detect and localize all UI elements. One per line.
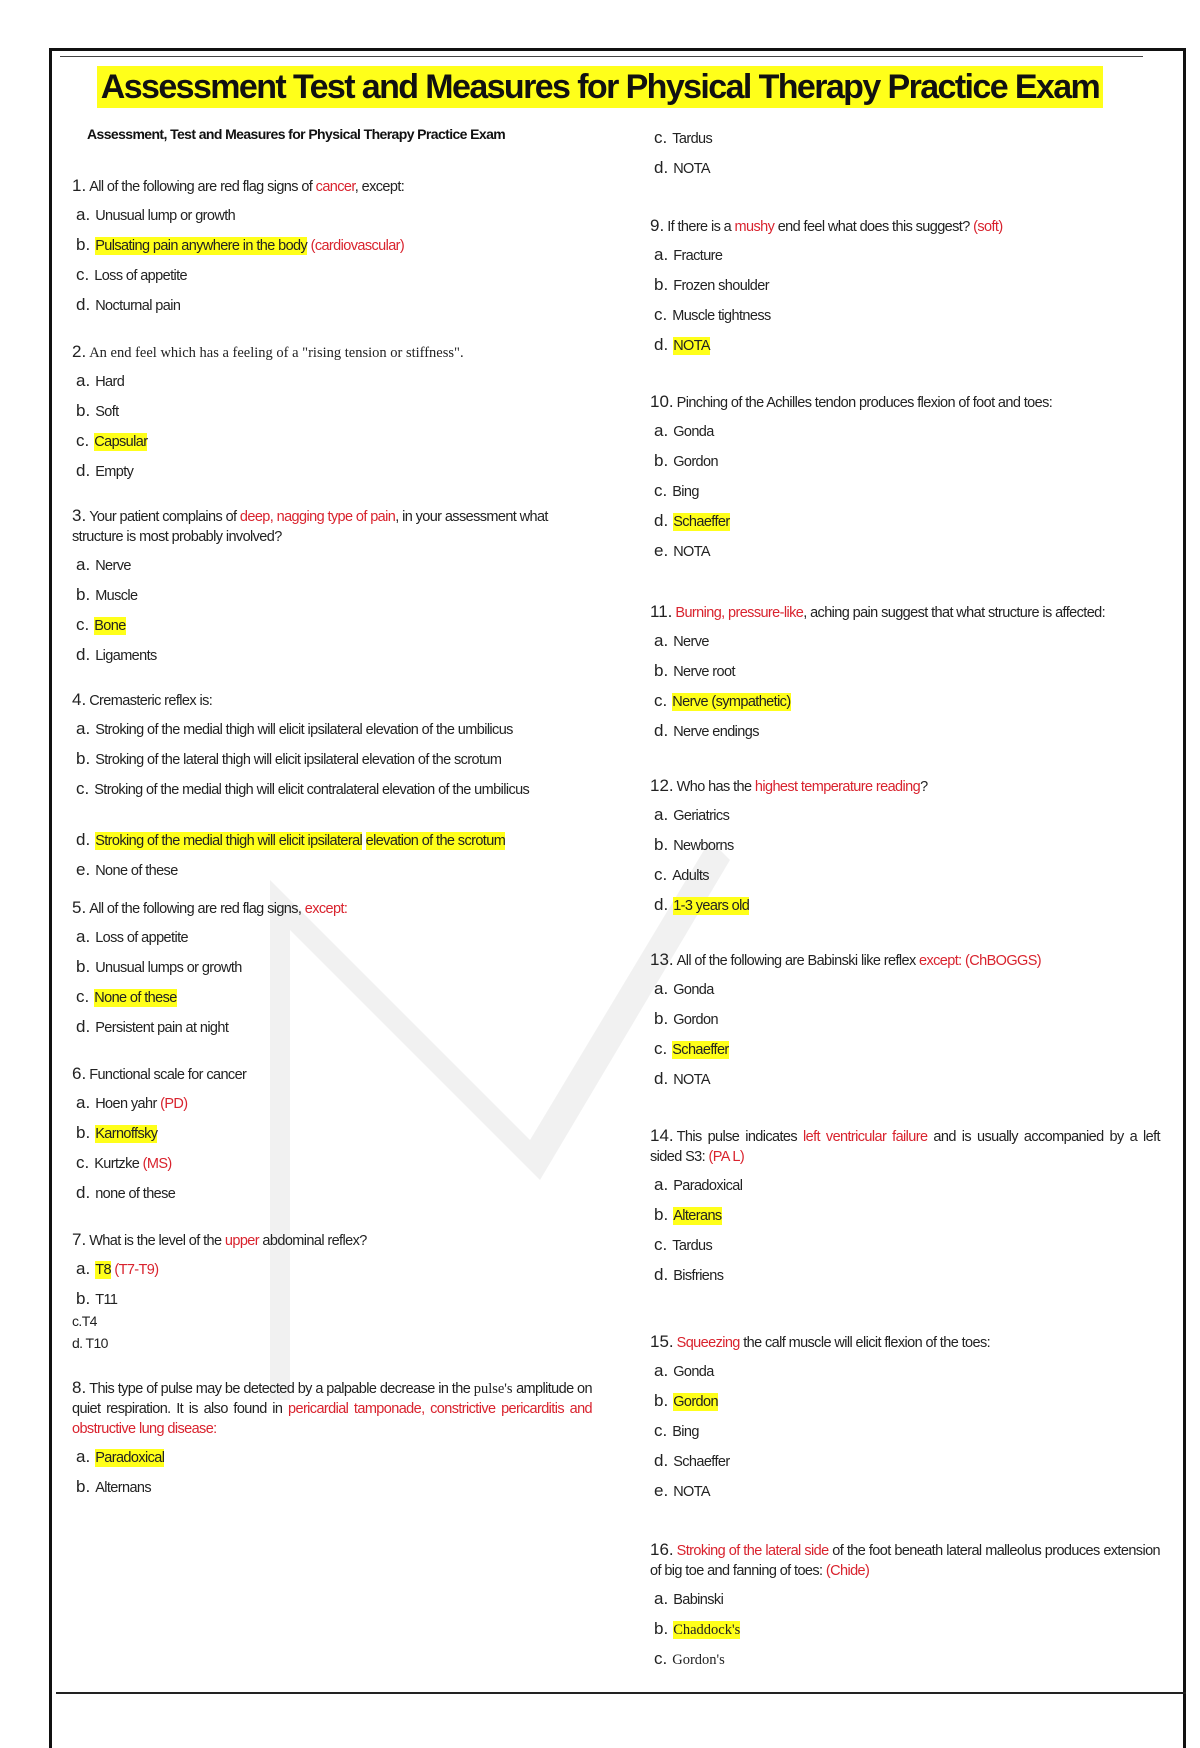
page-title-text: Assessment Test and Measures for Physical Therapy Practice Exam: [97, 66, 1103, 108]
question-number: 4.: [72, 690, 87, 709]
option-a: a. Unusual lump or growth: [76, 205, 236, 224]
option-d: d. NOTA: [654, 158, 710, 177]
highlighted-answer: Chaddock's: [673, 1622, 741, 1638]
option-b-answer: b. Pulsating pain anywhere in the body (cardiovascular): [76, 235, 405, 254]
option-b: b. Newborns: [654, 835, 734, 854]
question-text: What is the level of the: [89, 1233, 225, 1249]
question-text: Functional scale for cancer: [89, 1067, 247, 1083]
question-1: [72, 176, 592, 325]
question-number: 5.: [72, 898, 87, 917]
page-subtitle: Assessment, Test and Measures for Physical Therapy Practice Exam: [87, 126, 506, 142]
question-text-emphasis: Burning, pressure-like: [675, 605, 804, 621]
highlighted-answer: Capsular: [94, 434, 148, 450]
question-number: 3.: [72, 506, 87, 525]
option-c: c. Bing: [654, 1421, 699, 1440]
option-c: c. Tardus: [654, 1235, 713, 1254]
option-d: d. T10: [72, 1335, 108, 1351]
question-6: [72, 1064, 592, 1213]
question-text: Who has the: [676, 779, 755, 795]
option-e: e. NOTA: [654, 541, 710, 560]
question-3: [72, 506, 592, 675]
option-b-answer: b. Chaddock's: [654, 1619, 741, 1638]
option-a: a. Loss of appetite: [76, 927, 188, 946]
option-b: b. Frozen shoulder: [654, 275, 769, 294]
option-a: a. Stroking of the medial thigh will elicit ipsilateral elevation of the umbilicus: [76, 719, 513, 738]
question-text: All of the following are Babinski like reflex: [676, 953, 920, 969]
question-text: abdominal reflex?: [259, 1233, 367, 1249]
question-text: , aching pain suggest that what structure is affected:: [803, 605, 1106, 621]
option-b: b. Unusual lumps or growth: [76, 957, 242, 976]
question-number: 12.: [650, 776, 674, 795]
answer-note: (soft): [973, 219, 1003, 235]
option-c: c.T4: [72, 1313, 97, 1329]
option-d: d. Nerve endings: [654, 721, 759, 740]
highlighted-answer: 1-3 years old: [673, 898, 750, 914]
answer-note: (Chide): [825, 1563, 870, 1579]
question-text: amplitude on quiet respiration. It is also found in: [72, 1381, 592, 1417]
answer-note: (cardiovascular): [307, 238, 405, 254]
option-c: c. Muscle tightness: [654, 305, 771, 324]
question-text-emphasis: except: (ChBOGGS): [919, 953, 1041, 969]
option-a: a. Gonda: [654, 421, 714, 440]
option-b-answer: b. Alterans: [654, 1205, 722, 1224]
question-16: [650, 1540, 1160, 1679]
option-c: c. Loss of appetite: [76, 265, 188, 284]
highlighted-answer: Pulsating pain anywhere in the body: [95, 238, 308, 254]
question-number: 15.: [650, 1332, 674, 1351]
option-c: c. Stroking of the medial thigh will elicit contralateral elevation of the umbilicus: [76, 779, 530, 798]
answer-note: (MS): [139, 1156, 172, 1172]
option-e: e. NOTA: [654, 1481, 710, 1500]
option-a: a. Nerve: [654, 631, 709, 650]
option-c: c. Tardus: [654, 128, 713, 147]
option-c-answer: c. None of these: [76, 987, 177, 1006]
question-text: the calf muscle will elicit flexion of the toes:: [739, 1335, 991, 1351]
option-a: a. Hard: [76, 371, 125, 390]
option-b-answer: b. Gordon: [654, 1391, 718, 1410]
question-2: [72, 342, 592, 491]
question-number: 1.: [72, 176, 87, 195]
answer-note: (PD): [156, 1096, 188, 1112]
option-a: a. Gonda: [654, 979, 714, 998]
question-4: [72, 690, 592, 890]
option-c: c. Bing: [654, 481, 699, 500]
question-text-emphasis: highest temperature reading: [754, 779, 921, 795]
question-number: 8.: [72, 1378, 87, 1397]
highlighted-answer: Stroking of the medial thigh will elicit ipsilateral: [95, 833, 363, 849]
question-text-emphasis: except:: [304, 901, 348, 917]
question-number: 2.: [72, 342, 87, 361]
question-text: , except:: [354, 179, 405, 195]
question-text: and is usually accompanied by a left sided S3:: [650, 1129, 1160, 1165]
question-number: 13.: [650, 950, 674, 969]
question-10: [650, 392, 1160, 571]
question-5: [72, 898, 592, 1047]
option-a: a. Nerve: [76, 555, 131, 574]
highlighted-answer: Alterans: [673, 1208, 722, 1224]
question-number: 11.: [650, 602, 673, 621]
option-c-answer: c. Capsular: [76, 431, 148, 450]
question-7: [72, 1230, 592, 1355]
option-b: b. Alternans: [76, 1477, 152, 1496]
option-a: a. Hoen yahr (PD): [76, 1093, 188, 1112]
option-a: a. Gonda: [654, 1361, 714, 1380]
question-text-emphasis: pericardial tamponade, constrictive pericarditis and obstructive lung disease:: [72, 1401, 592, 1437]
question-text: All of the following are red flag signs,: [89, 901, 305, 917]
option-c: c. Adults: [654, 865, 709, 884]
option-a: a. Geriatrics: [654, 805, 730, 824]
option-c-answer: c. Bone: [76, 615, 126, 634]
question-text: An end feel which has a feeling of a "rising tension or stiffness".: [89, 345, 464, 361]
highlighted-answer: Bone: [94, 618, 126, 634]
option-d: d. Schaeffer: [654, 1451, 730, 1470]
question-12: [650, 776, 1160, 925]
question-15: [650, 1332, 1160, 1511]
question-number: 9.: [650, 216, 665, 235]
question-8-continued: [650, 128, 1160, 188]
option-d-answer: d. Stroking of the medial thigh will elicit ipsilateral elevation of the scrotum: [76, 830, 506, 849]
question-text-emphasis: mushy: [734, 219, 775, 235]
question-text-emphasis: left ventricular failure: [803, 1129, 928, 1145]
highlighted-answer: Karnoffsky: [95, 1126, 158, 1142]
question-text: All of the following are red flag signs of: [89, 179, 316, 195]
answer-note: (PA L): [708, 1149, 745, 1165]
option-b: b. Gordon: [654, 1009, 718, 1028]
option-c-answer: c. Schaeffer: [654, 1039, 729, 1058]
question-11: [650, 602, 1160, 751]
question-text-emphasis: cancer: [315, 179, 355, 195]
question-number: 14.: [650, 1126, 674, 1145]
question-text: of the foot beneath lateral malleolus produces extension of big toe and fanning of toes:: [650, 1543, 1160, 1579]
option-d-answer: d. NOTA: [654, 335, 710, 354]
option-c-answer: c. Nerve (sympathetic): [654, 691, 791, 710]
option-b: b. Gordon: [654, 451, 718, 470]
option-a-answer: a. T8 (T7-T9): [76, 1259, 159, 1278]
highlighted-answer: Nerve (sympathetic): [672, 694, 791, 710]
option-d: d. Bisfriens: [654, 1265, 724, 1284]
question-text: If there is a: [667, 219, 735, 235]
question-14: [650, 1126, 1160, 1295]
option-b: b. Muscle: [76, 585, 138, 604]
option-d: d. Empty: [76, 461, 134, 480]
question-text: This type of pulse may be detected by a palpable decrease in the: [89, 1381, 474, 1397]
question-text: Your patient complains of: [89, 509, 240, 525]
option-b-answer: b. Karnoffsky: [76, 1123, 158, 1142]
option-d: d. NOTA: [654, 1069, 710, 1088]
highlighted-answer: Schaeffer: [672, 1042, 729, 1058]
option-d: d. Nocturnal pain: [76, 295, 181, 314]
option-b: b. T11: [76, 1289, 118, 1308]
question-text-emphasis: Squeezing: [676, 1335, 740, 1351]
question-text-emphasis: Stroking of the lateral side: [676, 1543, 829, 1559]
option-a: a. Fracture: [654, 245, 723, 264]
option-a-answer: a. Paradoxical: [76, 1447, 165, 1466]
question-number: 7.: [72, 1230, 87, 1249]
question-text: , in your assessment what structure is most probably involved?: [72, 509, 548, 545]
highlighted-answer: T8: [95, 1262, 111, 1278]
highlighted-answer: None of these: [94, 990, 177, 1006]
option-d: d. Ligaments: [76, 645, 157, 664]
option-a: a. Babinski: [654, 1589, 724, 1608]
question-number: 6.: [72, 1064, 87, 1083]
question-text-emphasis: upper: [224, 1233, 259, 1249]
bottom-rule: [56, 1692, 1186, 1694]
question-number: 16.: [650, 1540, 674, 1559]
option-b: b. Nerve root: [654, 661, 735, 680]
highlighted-answer: NOTA: [673, 338, 710, 354]
question-text-emphasis: deep, nagging type of pain: [239, 509, 396, 525]
question-text: end feel what does this suggest?: [774, 219, 974, 235]
option-c: c. Kurtzke (MS): [76, 1153, 172, 1172]
option-c: c. Gordon's: [654, 1649, 725, 1668]
question-text: ?: [920, 779, 928, 795]
highlighted-answer: Schaeffer: [673, 514, 730, 530]
highlighted-answer: Gordon: [673, 1394, 718, 1410]
option-d: d. none of these: [76, 1183, 176, 1202]
highlighted-answer: elevation of the scrotum: [365, 833, 506, 849]
question-number: 10.: [650, 392, 674, 411]
option-b: b. Soft: [76, 401, 119, 420]
option-d-answer: d. Schaeffer: [654, 511, 730, 530]
option-e: e. None of these: [76, 860, 178, 879]
question-13: [650, 950, 1160, 1099]
option-b: b. Stroking of the lateral thigh will elicit ipsilateral elevation of the scrotum: [76, 749, 502, 768]
question-text: Pinching of the Achilles tendon produces flexion of foot and toes:: [676, 395, 1053, 411]
question-text: Cremasteric reflex is:: [89, 693, 213, 709]
option-d-answer: d. 1-3 years old: [654, 895, 750, 914]
question-text: This pulse indicates: [676, 1129, 804, 1145]
question-text: pulse's: [473, 1381, 513, 1397]
answer-note: (T7-T9): [110, 1262, 159, 1278]
page-title: [0, 68, 1200, 107]
question-8: [72, 1378, 592, 1507]
highlighted-answer: Paradoxical: [95, 1450, 165, 1466]
option-d: d. Persistent pain at night: [76, 1017, 229, 1036]
question-9: [650, 216, 1160, 365]
option-a: a. Paradoxical: [654, 1175, 743, 1194]
top-rule: [60, 56, 1143, 57]
